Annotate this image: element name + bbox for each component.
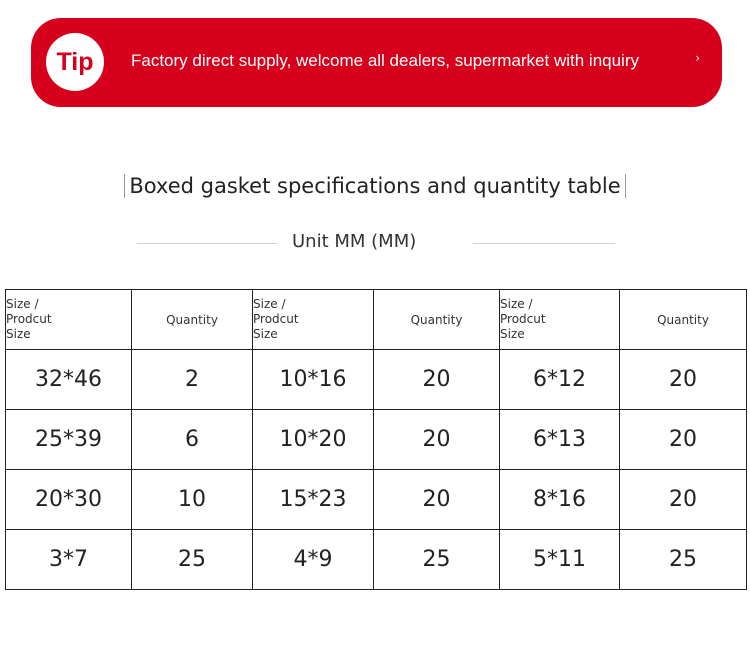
- size-cell: 10*20: [253, 410, 374, 470]
- size-cell: 3*7: [6, 530, 132, 590]
- size-cell: 4*9: [253, 530, 374, 590]
- table-row: [6, 470, 747, 530]
- tip-label: Tip: [56, 47, 94, 76]
- banner-message: Factory direct supply, welcome all dealers, supermarket with inquiry: [131, 51, 639, 70]
- header-quantity-1: Quantity: [132, 290, 253, 350]
- unit-label: Unit MM (MM): [292, 231, 417, 252]
- header-size-line: Size: [253, 327, 278, 341]
- spec-table: [5, 289, 747, 590]
- table-header-row: [6, 290, 747, 350]
- quantity-cell: 2: [132, 350, 253, 410]
- size-cell: 10*16: [253, 350, 374, 410]
- title-text: Boxed gasket specifications and quantity table: [124, 174, 625, 198]
- header-size-3: [500, 290, 620, 350]
- divider-left: [137, 243, 277, 244]
- page-title: [0, 174, 750, 198]
- header-size-line: Size /: [253, 297, 286, 311]
- chevron-right-icon: ›: [695, 51, 700, 65]
- divider-right: [473, 243, 615, 244]
- header-quantity-2: Quantity: [374, 290, 500, 350]
- size-cell: 6*13: [500, 410, 620, 470]
- quantity-cell: 20: [620, 350, 747, 410]
- header-size-line: Prodcut: [253, 312, 299, 326]
- size-cell: 32*46: [6, 350, 132, 410]
- header-size-line: Size /: [6, 297, 39, 311]
- tip-badge: [46, 33, 104, 91]
- size-cell: 20*30: [6, 470, 132, 530]
- header-size-line: Size: [6, 327, 31, 341]
- size-cell: 25*39: [6, 410, 132, 470]
- quantity-cell: 25: [132, 530, 253, 590]
- quantity-cell: 20: [374, 470, 500, 530]
- header-quantity-3: Quantity: [620, 290, 747, 350]
- header-size-line: Size /: [500, 297, 533, 311]
- tip-banner: [31, 18, 722, 107]
- table-row: [6, 530, 747, 590]
- quantity-cell: 25: [374, 530, 500, 590]
- header-size-2: [253, 290, 374, 350]
- unit-caption: [137, 231, 615, 255]
- size-cell: 5*11: [500, 530, 620, 590]
- header-size-line: Size: [500, 327, 525, 341]
- quantity-cell: 6: [132, 410, 253, 470]
- quantity-cell: 20: [374, 350, 500, 410]
- quantity-cell: 20: [374, 410, 500, 470]
- size-cell: 8*16: [500, 470, 620, 530]
- header-size-line: Prodcut: [500, 312, 546, 326]
- header-size-line: Prodcut: [6, 312, 52, 326]
- table-row: [6, 350, 747, 410]
- quantity-cell: 25: [620, 530, 747, 590]
- quantity-cell: 10: [132, 470, 253, 530]
- size-cell: 15*23: [253, 470, 374, 530]
- size-cell: 6*12: [500, 350, 620, 410]
- table-row: [6, 410, 747, 470]
- quantity-cell: 20: [620, 410, 747, 470]
- header-size-1: [6, 290, 132, 350]
- quantity-cell: 20: [620, 470, 747, 530]
